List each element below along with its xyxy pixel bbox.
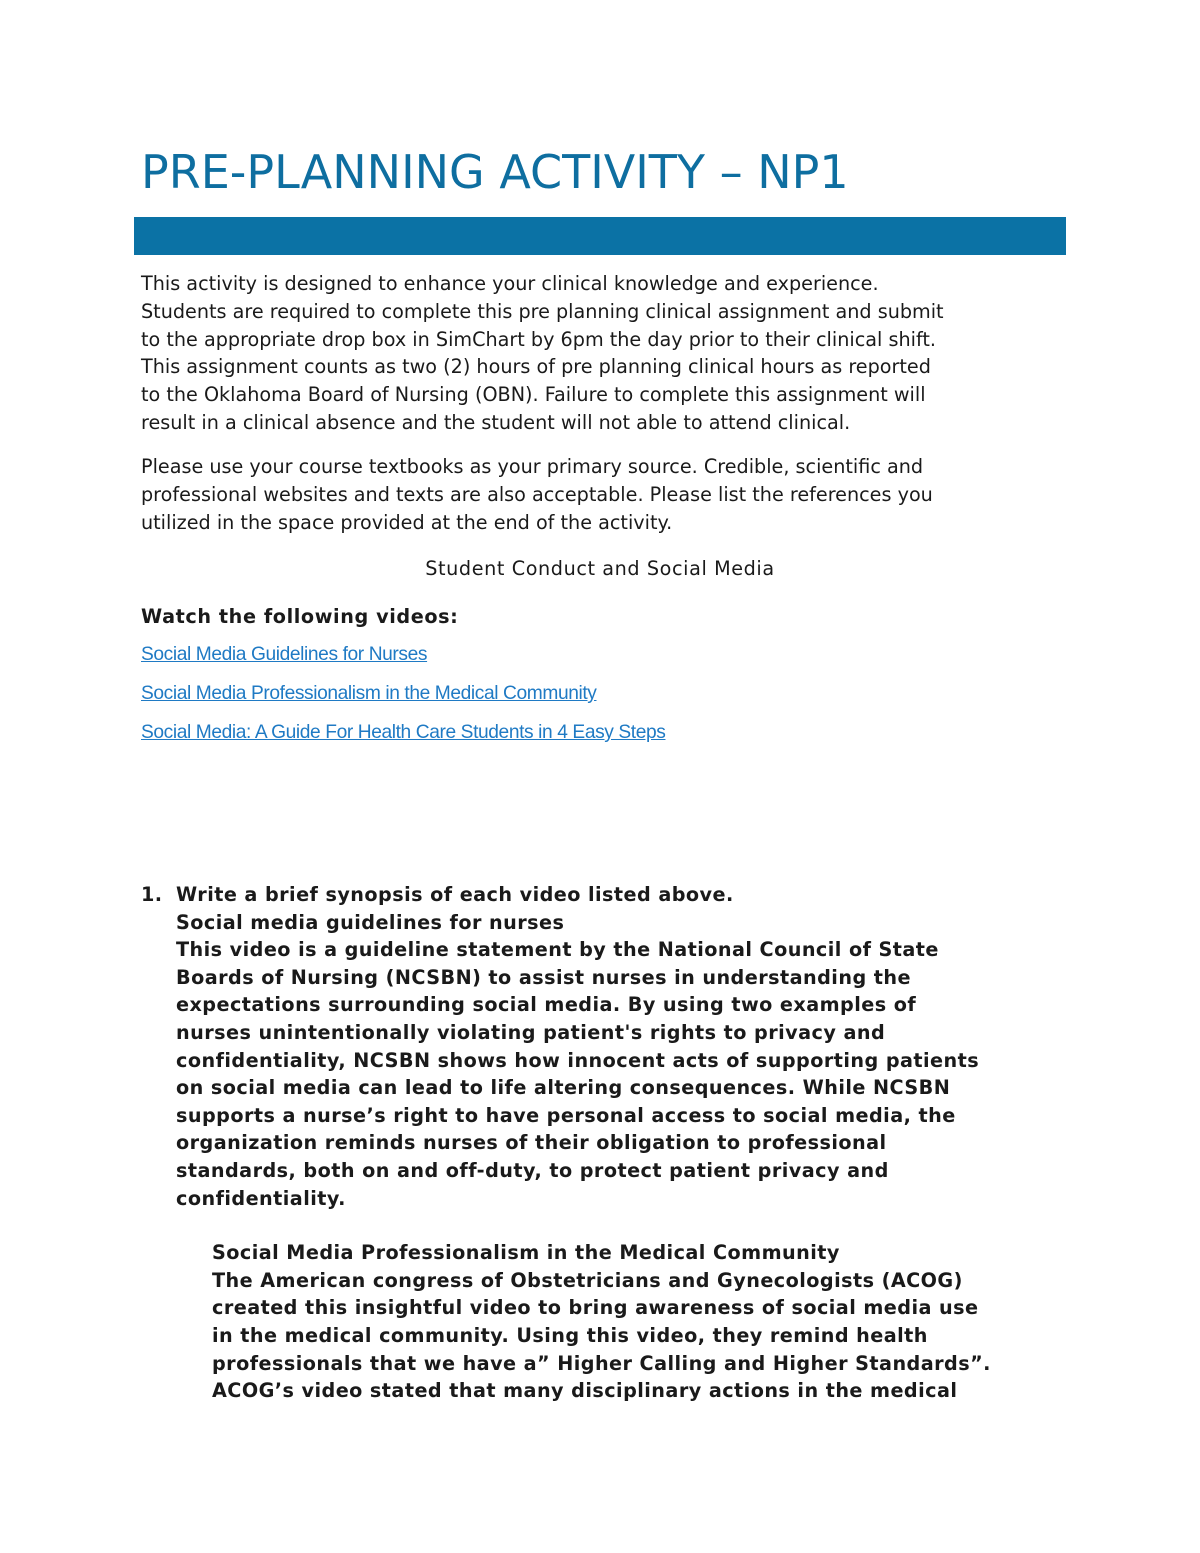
video-link-item xyxy=(141,681,665,720)
sources-line: Please use your course textbooks as your primary source. Credible, scientific and xyxy=(141,455,924,478)
video-link-list xyxy=(141,642,665,759)
video-link-social-media-professionalism[interactable]: Social Media Professionalism in the Medical Community xyxy=(141,683,597,704)
synopsis-1-line: confidentiality. xyxy=(176,1186,346,1210)
video-link-social-media-guidelines[interactable]: Social Media Guidelines for Nurses xyxy=(141,644,428,665)
synopsis-1-line: confidentiality, NCSBN shows how innocent acts of supporting patients xyxy=(176,1048,980,1072)
question-number: 1. xyxy=(141,883,163,906)
document-title: PRE-PLANNING ACTIVITY – NP1 xyxy=(141,145,849,199)
sources-line: professional websites and texts are also acceptable. Please list the references you xyxy=(141,482,933,506)
sources-paragraph xyxy=(141,453,1076,536)
intro-line: to the Oklahoma Board of Nursing (OBN). Failure to complete this assignment will xyxy=(141,383,926,407)
synopsis-1-line: organization reminds nurses of their obligation to professional xyxy=(176,1131,887,1155)
sources-line: utilized in the space provided at the end of the activity. xyxy=(141,510,673,534)
question-1-row xyxy=(141,881,1076,1212)
synopsis-2-line: created this insightful video to bring awareness of social media use xyxy=(212,1296,979,1320)
watch-videos-heading: Watch the following videos: xyxy=(141,605,459,628)
synopsis-2 xyxy=(212,1239,1076,1405)
intro-line: This assignment counts as two (2) hours of pre planning clinical hours as reported xyxy=(141,355,931,379)
title-accent-bar xyxy=(134,217,1066,255)
synopsis-1-line: Boards of Nursing (NCSBN) to assist nurses in understanding the xyxy=(176,965,911,989)
synopsis-1-line: on social media can lead to life altering consequences. While NCSBN xyxy=(176,1076,951,1100)
synopsis-1-line: standards, both on and off-duty, to protect patient privacy and xyxy=(176,1158,889,1182)
intro-line: to the appropriate drop box in SimChart by 6pm the day prior to their clinical shift. xyxy=(141,327,936,351)
video-link-item xyxy=(141,642,665,681)
intro-line: This activity is designed to enhance your clinical knowledge and experience. xyxy=(141,272,879,295)
intro-line: Students are required to complete this pre planning clinical assignment and submit xyxy=(141,299,944,323)
video-link-item xyxy=(141,720,665,759)
synopsis-1-line: nurses unintentionally violating patient's rights to privacy and xyxy=(176,1020,886,1044)
synopsis-2-title: Social Media Professionalism in the Medical Community xyxy=(212,1241,840,1265)
synopsis-2-line: professionals that we have a” Higher Calling and Higher Standards”. xyxy=(212,1351,991,1375)
synopsis-1-line: supports a nurse’s right to have personal access to social media, the xyxy=(176,1103,956,1127)
question-1 xyxy=(141,881,1076,1405)
question-1-body xyxy=(176,881,1076,1212)
intro-paragraph xyxy=(141,270,1076,437)
synopsis-1-title: Social media guidelines for nurses xyxy=(176,910,565,934)
synopsis-2-line: The American congress of Obstetricians and Gynecologists (ACOG) xyxy=(212,1268,963,1292)
synopsis-1-line: This video is a guideline statement by the National Council of State xyxy=(176,938,939,962)
synopsis-1-line: expectations surrounding social media. By using two examples of xyxy=(176,993,917,1017)
video-link-health-care-students-guide[interactable]: Social Media: A Guide For Health Care Students in 4 Easy Steps xyxy=(141,722,666,743)
section-heading: Student Conduct and Social Media xyxy=(425,557,775,580)
question-prompt: Write a brief synopsis of each video listed above. xyxy=(176,883,734,906)
synopsis-2-line: in the medical community. Using this video, they remind health xyxy=(212,1323,928,1347)
intro-line: result in a clinical absence and the student will not able to attend clinical. xyxy=(141,410,851,434)
synopsis-2-line: ACOG’s video stated that many disciplinary actions in the medical xyxy=(212,1379,958,1403)
